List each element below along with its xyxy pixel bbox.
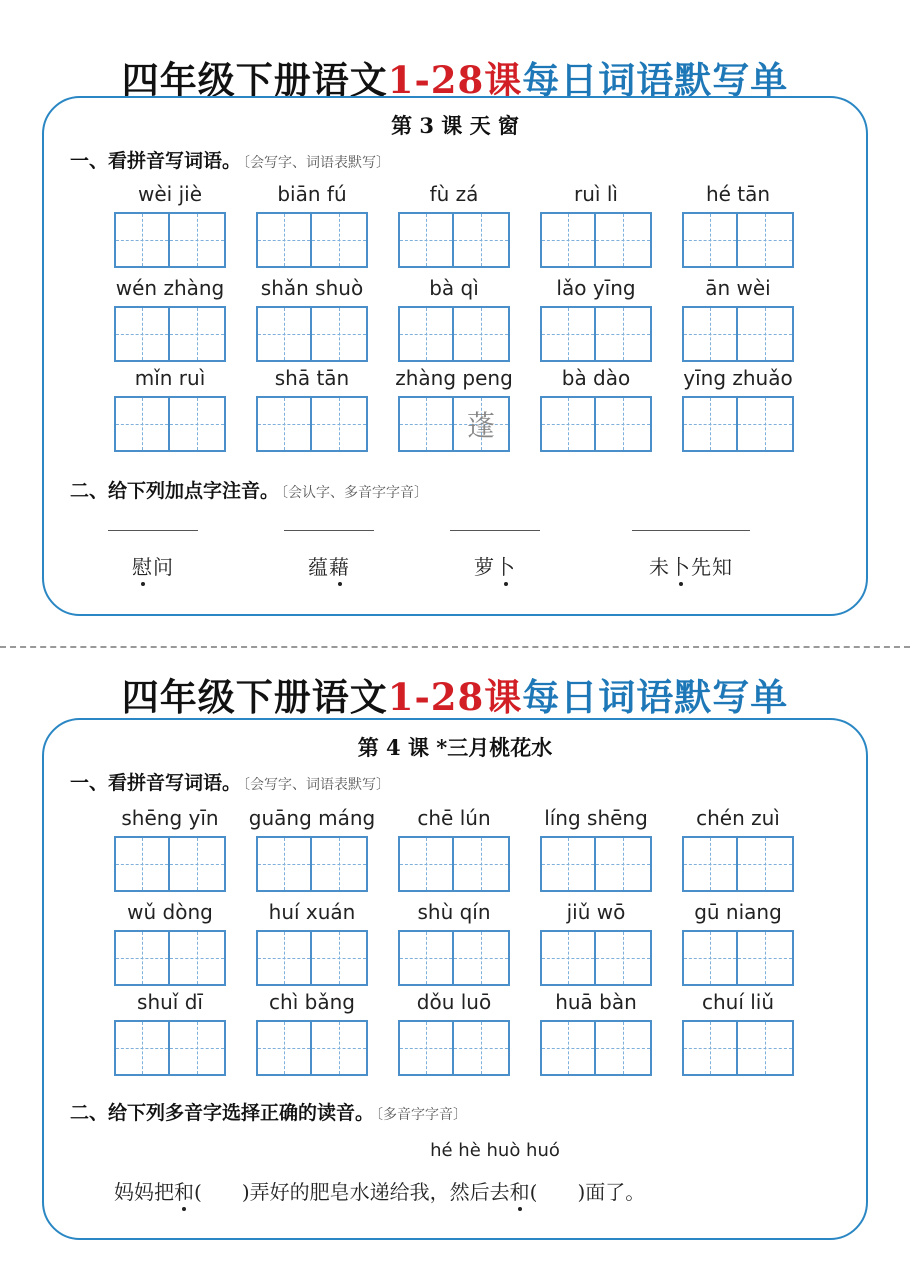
main-title: 四年级下册语文1-28课每日词语默写单 [121, 675, 789, 719]
tianzige-grid[interactable] [682, 306, 794, 362]
lesson-title: 第 4 课 *三月桃花水 [357, 735, 553, 760]
tianzige-grid[interactable] [114, 396, 226, 452]
fill-in-sentence: 妈妈把和( )弄好的肥皂水递给我，然后去和( )面了。 [114, 1176, 645, 1205]
tianzige-grid[interactable] [256, 396, 368, 452]
tianzige-grid[interactable] [256, 836, 368, 892]
dotted-character: 卜 [670, 551, 691, 580]
answer-line[interactable] [450, 530, 540, 531]
tianzige-grid[interactable] [256, 306, 368, 362]
tianzige-grid[interactable] [540, 930, 652, 986]
hint-character: 蓬 [466, 409, 495, 442]
answer-line[interactable] [108, 530, 198, 531]
tianzige-grid[interactable] [682, 930, 794, 986]
annotate-item: 蕴藉 [284, 530, 374, 580]
main-title: 四年级下册语文1-28课每日词语默写单 [121, 58, 789, 102]
tianzige-grid[interactable] [682, 1020, 794, 1076]
tianzige-grid[interactable] [114, 306, 226, 362]
question-2-heading: 二、给下列加点字注音。 〔会认字、多音字字音〕 [70, 480, 429, 502]
question-1-heading: 一、看拼音写词语。 〔会写字、词语表默写〕 [70, 150, 391, 172]
dotted-character: 慰 [132, 551, 153, 580]
pronunciation-options: hé hè huò huó [430, 1140, 560, 1161]
answer-line[interactable] [284, 530, 374, 531]
tianzige-grid[interactable] [540, 1020, 652, 1076]
dotted-character: 藉 [329, 551, 350, 580]
tianzige-grid[interactable] [256, 212, 368, 268]
tianzige-grid[interactable] [398, 1020, 510, 1076]
tianzige-grid[interactable] [540, 212, 652, 268]
tianzige-grid[interactable] [114, 212, 226, 268]
annotate-item: 慰问 [108, 530, 198, 580]
tianzige-grid[interactable] [398, 836, 510, 892]
lesson-title: 第 3 课 天 窗 [391, 113, 519, 138]
answer-line[interactable] [632, 530, 750, 531]
page-divider [0, 646, 910, 648]
dotted-character: 和 [174, 1176, 194, 1205]
dotted-character: 卜 [495, 551, 516, 580]
tianzige-grid[interactable] [398, 930, 510, 986]
tianzige-grid[interactable] [114, 1020, 226, 1076]
tianzige-grid[interactable] [256, 930, 368, 986]
tianzige-grid[interactable] [398, 212, 510, 268]
question-1-heading: 一、看拼音写词语。 〔会写字、词语表默写〕 [70, 772, 391, 794]
annotate-item: 未卜先知 [632, 530, 750, 580]
tianzige-grid[interactable] [540, 836, 652, 892]
tianzige-grid[interactable] [256, 1020, 368, 1076]
tianzige-grid[interactable] [682, 396, 794, 452]
tianzige-grid[interactable] [398, 396, 510, 452]
worksheet-card: 第 4 课 *三月桃花水 一、看拼音写词语。 〔会写字、词语表默写〕 shēng yīn guāng máng chē lún líng shēng chén zuì wǔ dòng huí xuán shù qín jiǔ wō gū niang shuǐ dī chì bǎng dǒu luō huā bàn chuí liǔ 二、给下列多音字选择正确的读音。 〔多音字字音〕 hé hè huò huó 妈妈把和( )弄好的肥皂水递给我，然后去和( )面了。 [42, 718, 868, 1240]
tianzige-grid[interactable] [398, 306, 510, 362]
tianzige-grid[interactable] [114, 930, 226, 986]
question-2-heading: 二、给下列多音字选择正确的读音。 〔多音字字音〕 [70, 1102, 468, 1124]
dotted-character: 和 [510, 1176, 530, 1205]
worksheet-card: 第 3 课 天 窗 一、看拼音写词语。 〔会写字、词语表默写〕 wèi jiè biān fú fù zá ruì lì hé tān wén zhàng shǎn shuò bà qì lǎo yīng ān wèi mǐn ruì shā tān zhàng peng 蓬 bà dào yīng zhuǎo 二、给下列加点字注音。 〔会认字、多音字字音〕 慰问 蕴藉 萝卜 未卜先知 [42, 96, 868, 616]
tianzige-grid[interactable] [682, 836, 794, 892]
tianzige-grid[interactable] [114, 836, 226, 892]
tianzige-grid[interactable] [540, 396, 652, 452]
tianzige-grid[interactable] [540, 306, 652, 362]
tianzige-grid[interactable] [682, 212, 794, 268]
annotate-item: 萝卜 [450, 530, 540, 580]
